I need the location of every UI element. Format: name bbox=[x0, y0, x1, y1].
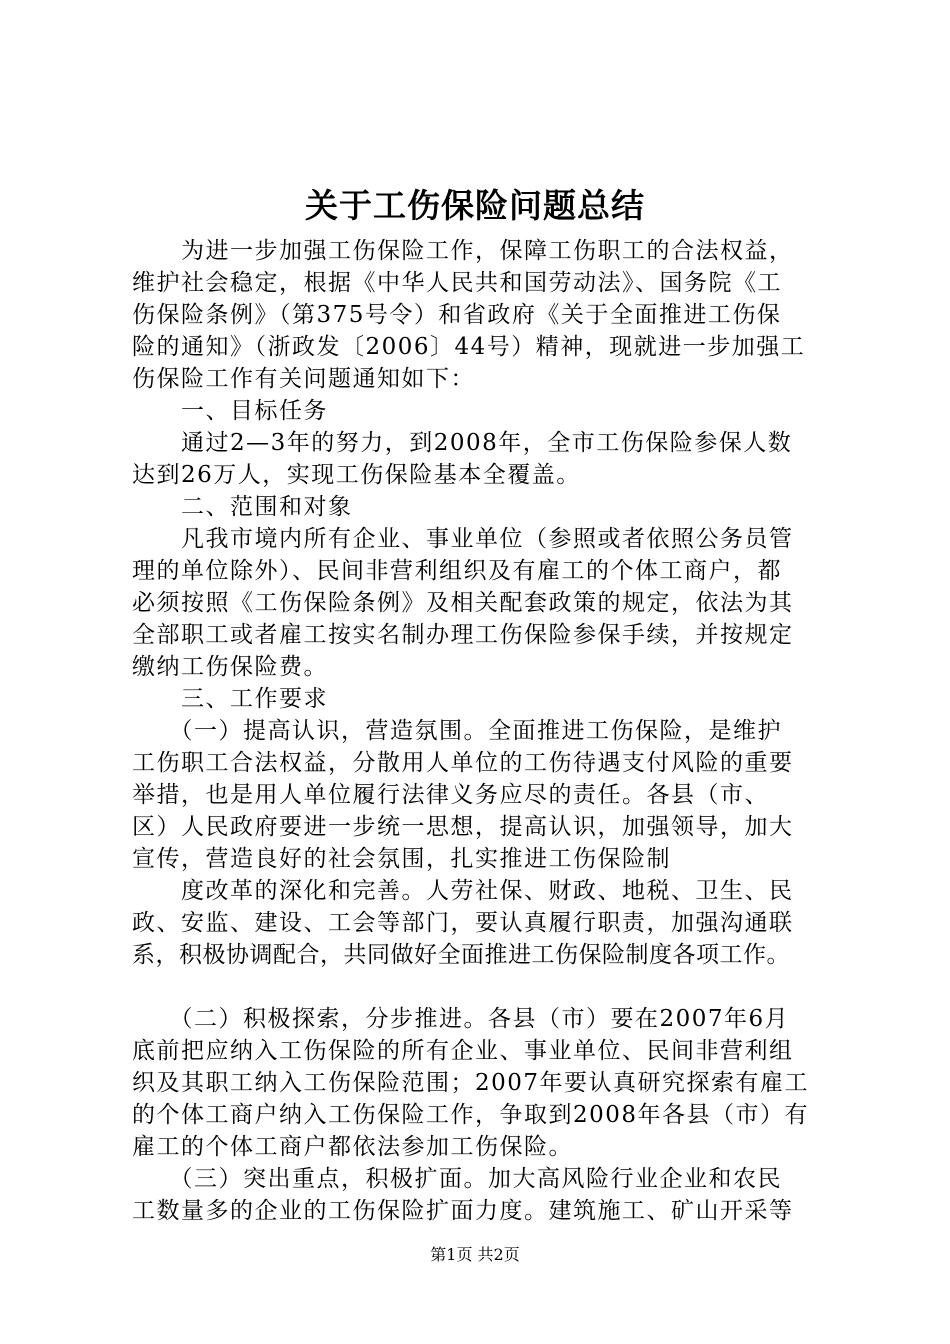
section-heading-3: 三、工作要求 bbox=[132, 686, 328, 712]
document-title: 关于工伤保险问题总结 bbox=[305, 186, 645, 225]
body-line-21: 度改革的深化和完善。人劳社保、财政、地税、卫生、民 bbox=[132, 878, 794, 904]
body-line-22: 政、安监、建设、工会等部门，要认真履行职责，加强沟通联 bbox=[132, 910, 794, 936]
body-line-28: 雇工的个体工商户都依法参加工伤保险。 bbox=[132, 1134, 573, 1160]
body-line-17: 工伤职工合法权益，分散用人单位的工伤待遇支付风险的重要 bbox=[132, 750, 794, 776]
body-line-14: 缴纳工伤保险费。 bbox=[132, 654, 328, 680]
body-line-23: 系，积极协调配合，共同做好全面推进工伤保险制度各项工作。 bbox=[132, 942, 790, 968]
body-line-13: 全部职工或者雇工按实名制办理工伤保险参保手续，并按规定 bbox=[132, 622, 794, 648]
body-line-11: 理的单位除外）、民间非营利组织及有雇工的个体工商户，都 bbox=[132, 558, 782, 584]
body-line-8: 达到26万人，实现工伤保险基本全覆盖。 bbox=[132, 462, 581, 488]
page-footer: 第1页 共2页 bbox=[430, 1245, 520, 1264]
body-line-18: 举措，也是用人单位履行法律义务应尽的责任。各县（市、 bbox=[132, 782, 769, 808]
body-line-20: 宣传，营造良好的社会氛围，扎实推进工伤保险制 bbox=[132, 846, 671, 872]
body-line-25: 底前把应纳入工伤保险的所有企业、事业单位、民间非营利组 bbox=[132, 1038, 794, 1064]
section-heading-1: 一、目标任务 bbox=[132, 398, 328, 424]
body-line-5: 伤保险工作有关问题通知如下： bbox=[132, 366, 475, 392]
body-line-27: 的个体工商户纳入工伤保险工作，争取到2008年各县（市）有 bbox=[132, 1102, 810, 1128]
section-heading-2: 二、范围和对象 bbox=[132, 494, 353, 520]
body-line-19: 区）人民政府要进一步统一思想，提高认识，加强领导，加大 bbox=[132, 814, 794, 840]
body-line-3: 伤保险条例》（第375号令）和省政府《关于全面推进工伤保 bbox=[132, 302, 782, 328]
body-line-10: 凡我市境内所有企业、事业单位（参照或者依照公务员管 bbox=[132, 526, 794, 552]
body-line-26: 织及其职工纳入工伤保险范围；2007年要认真研究探索有雇工 bbox=[132, 1070, 810, 1096]
body-line-24: （二）积极探索，分步推进。各县（市）要在2007年6月 bbox=[132, 1006, 790, 1032]
body-line-16: （一）提高认识，营造氛围。全面推进工伤保险，是维护 bbox=[132, 718, 782, 744]
body-line-30: 工数量多的企业的工伤保险扩面力度。建筑施工、矿山开采等 bbox=[132, 1198, 794, 1224]
body-line-7: 通过2—3年的努力，到2008年，全市工伤保险参保人数 bbox=[132, 430, 793, 456]
body-line-2: 维护社会稳定，根据《中华人民共和国劳动法》、国务院《工 bbox=[132, 270, 782, 296]
body-line-1: 为进一步加强工伤保险工作，保障工伤职工的合法权益， bbox=[132, 238, 794, 264]
body-line-12: 必须按照《工伤保险条例》及相关配套政策的规定，依法为其 bbox=[132, 590, 794, 616]
body-line-29: （三）突出重点，积极扩面。加大高风险行业企业和农民 bbox=[132, 1166, 782, 1192]
body-line-4: 险的通知》（浙政发〔2006〕44号）精神，现就进一步加强工 bbox=[132, 334, 806, 360]
